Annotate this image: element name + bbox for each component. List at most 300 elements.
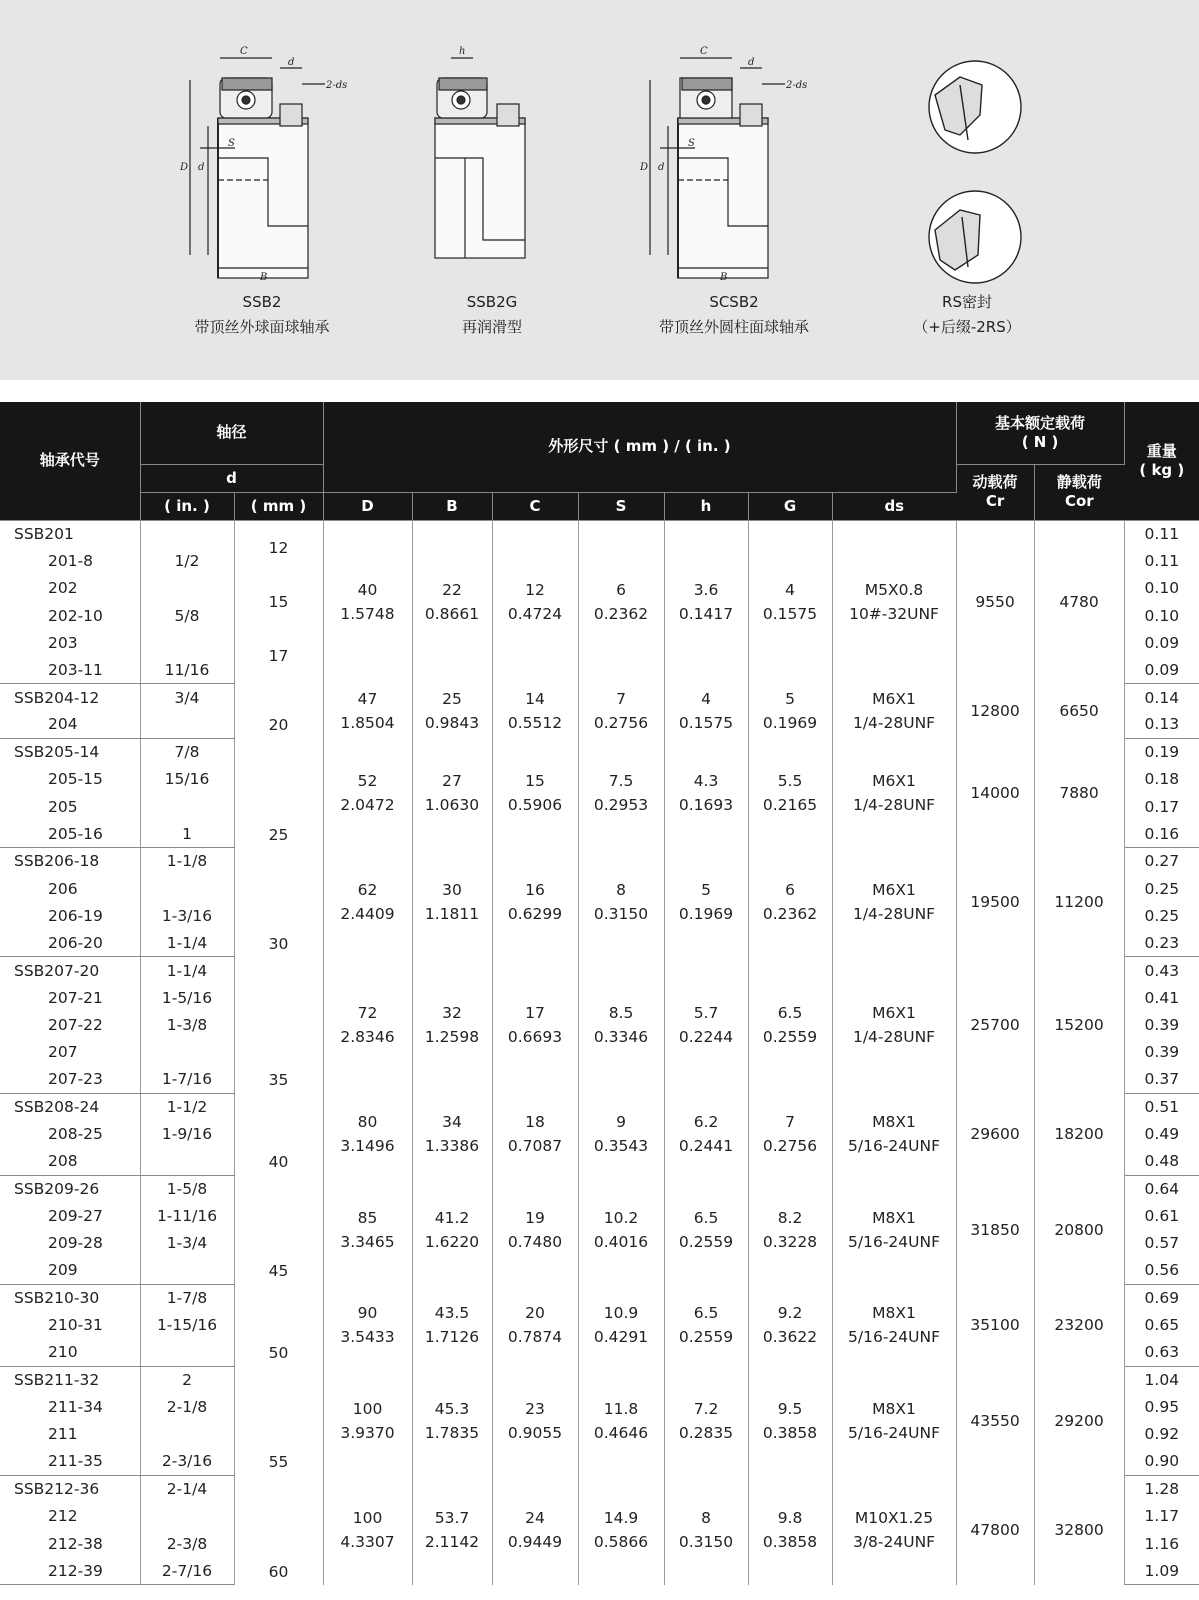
dim-label: d	[198, 162, 205, 173]
shaft-inch: 2	[140, 1366, 234, 1393]
dim-ds-mm: M6X1	[872, 881, 916, 900]
dim-g	[748, 1175, 832, 1284]
dim-g-mm: 9.8	[777, 1508, 803, 1527]
shaft-mm: 30	[234, 848, 323, 957]
dim-label: C	[700, 46, 708, 57]
dim-ds-in: 1/4-28UNF	[852, 795, 936, 814]
shaft-inch: 2-1/8	[140, 1394, 234, 1421]
shaft-inch: 2-1/4	[140, 1475, 234, 1502]
shaft-mm: 45	[234, 1175, 323, 1284]
dim-c-mm: 17	[525, 1003, 545, 1022]
weight: 0.90	[1124, 1448, 1199, 1475]
dim-h	[664, 1475, 748, 1584]
shaft-inch: 1/2	[140, 547, 234, 574]
dim-ds	[832, 1175, 956, 1284]
bearing-code: SSB207-20	[0, 957, 140, 984]
shaft-inch: 1-1/8	[140, 848, 234, 875]
dim-ds	[832, 848, 956, 957]
dim-c-in: 0.7087	[507, 1137, 563, 1156]
shaft-inch: 5/8	[140, 602, 234, 629]
shaft-inch: 1-5/16	[140, 984, 234, 1011]
dim-g-in: 0.3228	[762, 1232, 818, 1251]
weight: 0.43	[1144, 961, 1180, 980]
dim-b-mm: 27	[442, 771, 462, 790]
dim-s-mm: 8	[616, 881, 626, 900]
dim-c-mm: 12	[525, 581, 545, 600]
dim-label: D	[640, 162, 649, 173]
header-cr-title: 动载荷	[972, 473, 1018, 491]
dim-h	[664, 1284, 748, 1366]
dim-b-mm: 25	[442, 690, 462, 709]
dim-s-mm: 11.8	[603, 1399, 639, 1418]
dim-b-in: 0.9843	[424, 714, 480, 733]
dim-h-in: 0.1417	[678, 605, 734, 624]
dim-d	[323, 1284, 412, 1366]
dynamic-load: 12800	[956, 684, 1034, 739]
dim-ds-in: 5/16-24UNF	[848, 1232, 941, 1251]
static-load: 23200	[1034, 1284, 1124, 1366]
dim-h-mm: 3.6	[693, 581, 719, 600]
dim-ds	[832, 738, 956, 847]
caption-model: SSB2G	[466, 293, 518, 311]
dim-g-in: 0.1575	[762, 605, 818, 624]
bearing-code: SSB211-32	[0, 1366, 140, 1393]
dim-c	[492, 738, 578, 847]
dim-ds	[832, 520, 956, 684]
dynamic-load: 43550	[956, 1366, 1034, 1475]
dim-b-mm: 43.5	[434, 1304, 470, 1323]
dim-c-mm: 14	[525, 690, 545, 709]
shaft-inch: 7/8	[140, 738, 234, 765]
dim-ds	[832, 1475, 956, 1584]
weight: 1.17	[1144, 1507, 1180, 1526]
dim-b	[412, 1366, 492, 1475]
dim-c	[492, 1475, 578, 1584]
header-D: D	[323, 492, 412, 520]
dim-ds	[832, 1093, 956, 1175]
caption-desc: 再润滑型	[461, 318, 522, 336]
shaft-inch	[140, 711, 234, 738]
dim-d-mm: 100	[352, 1508, 383, 1527]
bearing-code: 207-23	[0, 1066, 140, 1093]
dim-h-mm: 7.2	[693, 1399, 719, 1418]
dim-g-mm: 9.2	[777, 1304, 803, 1323]
shaft-mm: 15	[234, 575, 323, 630]
dim-ds-mm: M6X1	[872, 1003, 916, 1022]
dim-ds-mm: M8X1	[872, 1208, 916, 1227]
weight: 0.17	[1144, 797, 1180, 816]
dim-b	[412, 1175, 492, 1284]
bearing-code: 210-31	[0, 1312, 140, 1339]
dim-s-in: 0.2756	[593, 714, 649, 733]
dim-h	[664, 1175, 748, 1284]
dynamic-load: 29600	[956, 1093, 1034, 1175]
bearing-code: 202-10	[0, 602, 140, 629]
bearing-code: 211-34	[0, 1394, 140, 1421]
dim-s-mm: 10.9	[603, 1304, 639, 1323]
weight: 0.64	[1144, 1180, 1180, 1199]
dim-b	[412, 848, 492, 957]
dim-g-mm: 9.5	[777, 1399, 803, 1418]
shaft-inch: 2-3/8	[140, 1530, 234, 1557]
dim-d-in: 2.8346	[340, 1027, 395, 1046]
header-outline: 外形尺寸 ( mm ) / ( in. )	[323, 402, 956, 492]
table-row	[0, 1175, 1199, 1202]
dim-s-mm: 10.2	[603, 1208, 639, 1227]
ssb2g-diagram	[425, 40, 545, 270]
dim-label: B	[260, 272, 268, 283]
dim-b-mm: 41.2	[434, 1208, 470, 1227]
bearing-code: 212-39	[0, 1557, 140, 1584]
bearing-code: 207-21	[0, 984, 140, 1011]
dim-c-mm: 19	[525, 1208, 545, 1227]
bearing-code: 212-38	[0, 1530, 140, 1557]
dim-label: d	[658, 162, 665, 173]
weight: 0.27	[1144, 852, 1180, 871]
dim-label: C	[240, 46, 248, 57]
dim-c-mm: 18	[525, 1113, 545, 1132]
dim-g	[748, 1093, 832, 1175]
header-d: d	[140, 464, 323, 492]
shaft-inch: 1	[140, 820, 234, 847]
dim-g-in: 0.3858	[762, 1532, 818, 1551]
weight: 0.41	[1144, 988, 1180, 1007]
weight: 0.92	[1144, 1425, 1180, 1444]
dim-h-mm: 6.5	[693, 1208, 719, 1227]
dim-b-in: 1.2598	[424, 1027, 480, 1046]
bearing-code: 203-11	[0, 656, 140, 683]
dim-c-mm: 15	[525, 771, 545, 790]
dim-h	[664, 684, 748, 739]
caption-scsb2	[614, 290, 854, 340]
weight: 0.63	[1124, 1339, 1199, 1366]
dim-b	[412, 684, 492, 739]
shaft-mm: 17	[234, 629, 323, 684]
weight: 1.16	[1144, 1534, 1180, 1553]
weight: 0.16	[1124, 820, 1199, 847]
dim-g	[748, 684, 832, 739]
bearing-spec-table	[0, 402, 1199, 1585]
dim-c	[492, 1093, 578, 1175]
dim-d	[323, 684, 412, 739]
dim-g-in: 0.3858	[762, 1423, 818, 1442]
dim-c-in: 0.5906	[507, 795, 563, 814]
bearing-code: 205-16	[0, 820, 140, 847]
header-weight-unit: ( kg )	[1139, 460, 1185, 479]
dim-g	[748, 1284, 832, 1366]
dim-d	[323, 738, 412, 847]
dim-c-mm: 24	[525, 1508, 545, 1527]
dynamic-load: 47800	[956, 1475, 1034, 1584]
dim-d-in: 3.5433	[340, 1328, 395, 1347]
weight: 1.28	[1144, 1480, 1180, 1499]
dim-ds-mm: M6X1	[872, 690, 916, 709]
dim-h-in: 0.2559	[678, 1328, 734, 1347]
dim-h	[664, 1366, 748, 1475]
weight: 0.11	[1144, 524, 1180, 543]
dim-b-mm: 34	[442, 1113, 462, 1132]
dim-c-in: 0.7480	[507, 1232, 563, 1251]
header-cor	[1034, 464, 1124, 520]
caption-desc: 带顶丝外圆柱面球轴承	[658, 318, 809, 336]
dim-c-mm: 16	[525, 881, 545, 900]
shaft-inch: 1-3/4	[140, 1230, 234, 1257]
dim-b-mm: 32	[442, 1003, 462, 1022]
dim-c-in: 0.6299	[507, 905, 563, 924]
header-G: G	[748, 492, 832, 520]
dim-s-mm: 7.5	[608, 771, 634, 790]
static-load: 11200	[1034, 848, 1124, 957]
header-cr-sym: Cr	[985, 492, 1005, 510]
bearing-code: SSB212-36	[0, 1475, 140, 1502]
shaft-inch: 2-7/16	[140, 1557, 234, 1584]
shaft-inch	[140, 1257, 234, 1284]
dim-s-mm: 8.5	[608, 1003, 634, 1022]
header-mm: ( mm )	[234, 492, 323, 520]
dim-s-in: 0.5866	[593, 1532, 649, 1551]
shaft-mm: 55	[234, 1366, 323, 1475]
weight: 0.49	[1144, 1125, 1180, 1144]
header-load	[956, 402, 1124, 464]
dim-ds-mm: M8X1	[872, 1304, 916, 1323]
dim-h	[664, 848, 748, 957]
dynamic-load: 14000	[956, 738, 1034, 847]
shaft-inch: 1-3/8	[140, 1011, 234, 1038]
table-row	[0, 957, 1199, 984]
dim-h-mm: 4	[701, 690, 711, 709]
weight: 0.18	[1144, 770, 1180, 789]
bearing-code: 209-27	[0, 1202, 140, 1229]
dim-ds	[832, 957, 956, 1093]
header-ds: ds	[832, 492, 956, 520]
shaft-mm: 35	[234, 957, 323, 1093]
dim-s	[578, 738, 664, 847]
dim-h-mm: 4.3	[693, 771, 719, 790]
dim-d-mm: 90	[357, 1304, 378, 1323]
dim-b-in: 1.1811	[424, 905, 480, 924]
bearing-code: 205-15	[0, 766, 140, 793]
static-load: 7880	[1034, 738, 1124, 847]
dim-s	[578, 1284, 664, 1366]
bearing-code: 211	[0, 1421, 140, 1448]
shaft-inch	[140, 575, 234, 602]
static-load: 18200	[1034, 1093, 1124, 1175]
dim-ds-in: 3/8-24UNF	[852, 1532, 936, 1551]
dynamic-load: 19500	[956, 848, 1034, 957]
dim-s-in: 0.4646	[593, 1423, 649, 1442]
bearing-code: 209	[0, 1257, 140, 1284]
dim-h-mm: 6.2	[693, 1113, 719, 1132]
dim-d-mm: 52	[357, 771, 378, 790]
shaft-mm: 60	[234, 1475, 323, 1584]
shaft-inch: 1-1/2	[140, 1093, 234, 1120]
dim-s-mm: 14.9	[603, 1508, 639, 1527]
bearing-code: 201-8	[0, 547, 140, 574]
dim-label: d	[288, 57, 295, 68]
dim-g	[748, 1366, 832, 1475]
header-C: C	[492, 492, 578, 520]
dim-d-in: 4.3307	[340, 1532, 395, 1551]
weight: 1.09	[1124, 1557, 1199, 1584]
dim-g-in: 0.2165	[762, 795, 818, 814]
dim-ds-in: 10#-32UNF	[849, 605, 939, 624]
dim-d-mm: 80	[357, 1113, 378, 1132]
dynamic-load: 31850	[956, 1175, 1034, 1284]
shaft-inch: 1-1/4	[140, 929, 234, 956]
dim-d	[323, 1475, 412, 1584]
shaft-inch: 2-3/16	[140, 1448, 234, 1475]
dim-g-mm: 5	[785, 690, 795, 709]
table-row	[0, 1284, 1199, 1311]
dim-d-in: 3.1496	[340, 1137, 395, 1156]
shaft-inch: 1-15/16	[140, 1312, 234, 1339]
dim-s	[578, 684, 664, 739]
dim-label: S	[688, 138, 695, 149]
shaft-inch	[140, 520, 234, 547]
dim-g-mm: 6	[785, 881, 795, 900]
bearing-code: 205	[0, 793, 140, 820]
dim-s	[578, 1175, 664, 1284]
caption-ssb2	[142, 290, 382, 340]
dim-b	[412, 957, 492, 1093]
header-in: ( in. )	[140, 492, 234, 520]
dim-h-in: 0.2441	[678, 1137, 734, 1156]
shaft-inch: 1-9/16	[140, 1121, 234, 1148]
dim-s	[578, 848, 664, 957]
table-row	[0, 1093, 1199, 1120]
bearing-code: 208	[0, 1148, 140, 1175]
dynamic-load: 25700	[956, 957, 1034, 1093]
dim-c-in: 0.5512	[507, 714, 563, 733]
shaft-inch: 1-11/16	[140, 1202, 234, 1229]
weight: 0.25	[1144, 906, 1180, 925]
header-S: S	[578, 492, 664, 520]
dim-d-in: 2.4409	[340, 905, 395, 924]
shaft-inch: 1-7/16	[140, 1066, 234, 1093]
dim-c-in: 0.9055	[507, 1423, 563, 1442]
weight: 0.09	[1144, 633, 1180, 652]
dim-d-mm: 47	[357, 690, 378, 709]
weight: 0.19	[1144, 743, 1180, 762]
table-body	[0, 520, 1199, 1585]
ssb2-diagram	[160, 40, 360, 290]
diagram-panel	[0, 0, 1199, 380]
dim-c-in: 0.7874	[507, 1328, 563, 1347]
dim-b-in: 1.0630	[424, 795, 480, 814]
dim-g-in: 0.2559	[762, 1027, 818, 1046]
dim-h	[664, 520, 748, 684]
dim-ds-in: 5/16-24UNF	[848, 1137, 941, 1156]
caption-model: SCSB2	[709, 293, 759, 311]
dim-g	[748, 738, 832, 847]
caption-model: RS密封	[942, 293, 992, 311]
shaft-mm: 50	[234, 1284, 323, 1366]
dim-d-in: 1.8504	[340, 714, 395, 733]
header-cor-title: 静载荷	[1056, 473, 1102, 491]
shaft-inch: 3/4	[140, 684, 234, 711]
static-load: 4780	[1034, 520, 1124, 684]
dim-h-in: 0.1969	[678, 905, 734, 924]
table-row	[0, 1366, 1199, 1393]
dim-ds	[832, 1284, 956, 1366]
weight: 0.13	[1124, 711, 1199, 738]
dim-d-in: 3.3465	[340, 1232, 395, 1251]
bearing-code: 206	[0, 875, 140, 902]
dim-c-mm: 23	[525, 1399, 545, 1418]
weight: 0.69	[1144, 1289, 1180, 1308]
shaft-mm: 25	[234, 738, 323, 847]
dim-s	[578, 520, 664, 684]
shaft-inch	[140, 793, 234, 820]
dim-b-mm: 22	[442, 581, 462, 600]
table-row	[0, 848, 1199, 875]
dim-ds	[832, 684, 956, 739]
bearing-code: 202	[0, 575, 140, 602]
caption-rs	[847, 290, 1087, 340]
shaft-inch: 1-1/4	[140, 957, 234, 984]
dim-d-mm: 40	[357, 581, 378, 600]
dim-ds-in: 1/4-28UNF	[852, 1027, 936, 1046]
shaft-mm: 12	[234, 520, 323, 575]
shaft-mm: 20	[234, 684, 323, 739]
shaft-inch: 1-7/8	[140, 1284, 234, 1311]
dim-b-in: 0.8661	[424, 605, 480, 624]
table-row	[0, 738, 1199, 765]
header-load-title: 基本额定载荷	[995, 413, 1086, 432]
weight: 0.39	[1144, 1043, 1180, 1062]
dim-c	[492, 1366, 578, 1475]
dim-label: d	[748, 57, 755, 68]
shaft-inch	[140, 1339, 234, 1366]
header-weight	[1124, 402, 1199, 520]
dim-g	[748, 1475, 832, 1584]
weight: 0.10	[1144, 579, 1180, 598]
dim-d-in: 1.5748	[340, 605, 395, 624]
header-cr	[956, 464, 1034, 520]
dim-h	[664, 1093, 748, 1175]
dim-label: S	[228, 138, 235, 149]
weight: 0.95	[1144, 1398, 1180, 1417]
weight: 0.65	[1144, 1316, 1180, 1335]
dim-b-mm: 53.7	[434, 1508, 470, 1527]
dim-g-in: 0.2362	[762, 905, 818, 924]
dim-g	[748, 520, 832, 684]
dim-h	[664, 738, 748, 847]
dim-d	[323, 848, 412, 957]
bearing-code: 209-28	[0, 1230, 140, 1257]
shaft-inch	[140, 629, 234, 656]
dim-s-in: 0.3346	[593, 1027, 649, 1046]
bearing-code: 207-22	[0, 1011, 140, 1038]
dim-s-mm: 6	[616, 581, 626, 600]
weight: 1.04	[1144, 1371, 1180, 1390]
dim-d	[323, 1366, 412, 1475]
dim-h-in: 0.2835	[678, 1423, 734, 1442]
weight: 0.39	[1144, 1015, 1180, 1034]
bearing-code: 204	[0, 711, 140, 738]
weight: 0.14	[1144, 688, 1180, 707]
dim-s-mm: 7	[616, 690, 626, 709]
dim-b-in: 1.6220	[424, 1232, 480, 1251]
table-row	[0, 1475, 1199, 1502]
dim-h-mm: 5	[701, 881, 711, 900]
static-load: 32800	[1034, 1475, 1124, 1584]
dim-b	[412, 1475, 492, 1584]
static-load: 20800	[1034, 1175, 1124, 1284]
weight: 0.61	[1144, 1207, 1180, 1226]
bearing-code: SSB208-24	[0, 1093, 140, 1120]
dim-b-mm: 30	[442, 881, 462, 900]
